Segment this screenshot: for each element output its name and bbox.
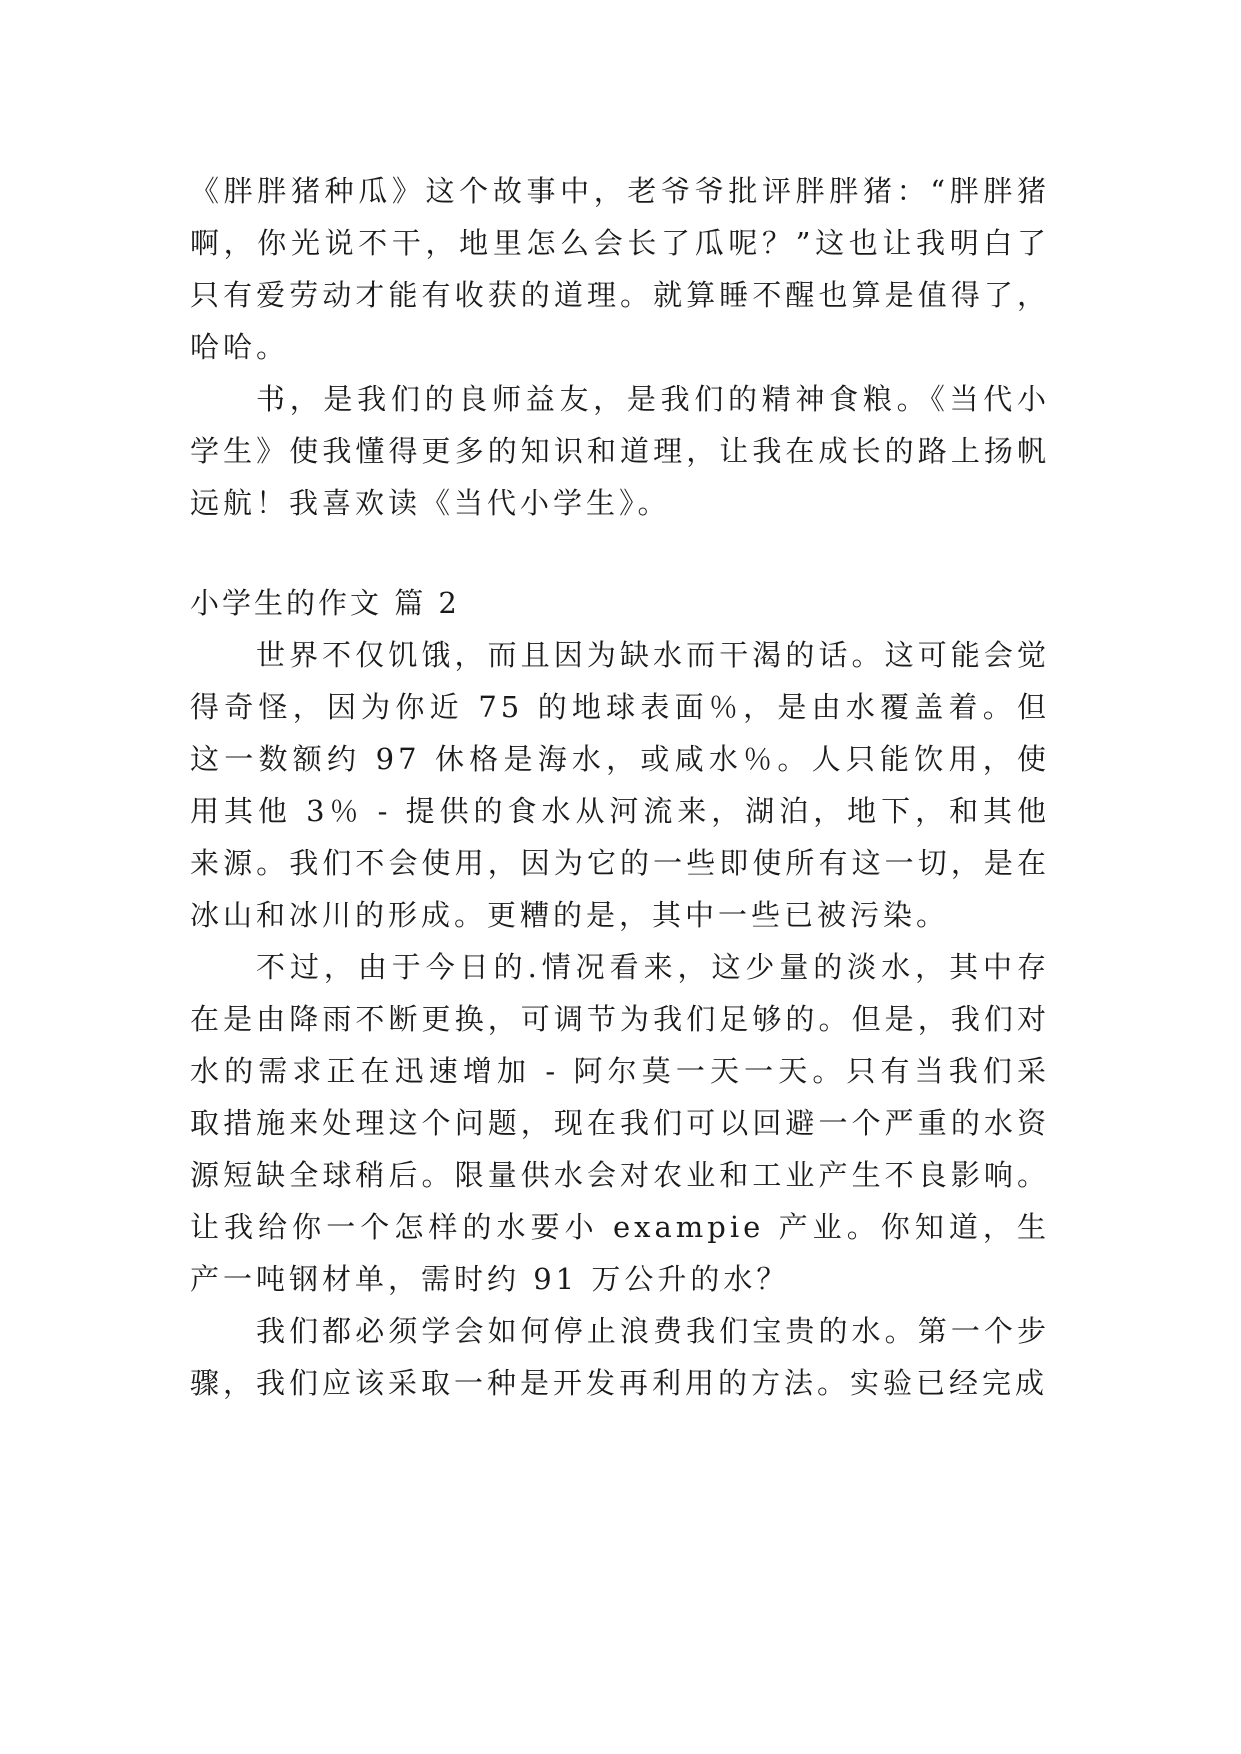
paragraph: 书，是我们的良师益友，是我们的精神食粮。《当代小学生》使我懂得更多的知识和道理，让我在成长的路上扬帆远航！我喜欢读《当代小学生》。	[190, 382, 1050, 520]
paragraph: 我们都必须学会如何停止浪费我们宝贵的水。第一个步骤，我们应该采取一种是开发再利用的方法。实验已经完成	[190, 1314, 1050, 1400]
paragraph: 世界不仅饥饿，而且因为缺水而干渴的话。这可能会觉得奇怪，因为你近 75 的地球表面％，是由水覆盖着。但这一数额约 97 休格是海水，或咸水％。人只能饮用，使用其他 3％ - 提供的食水从河流来，湖泊，地下，和其他来源。我们不会使用，因为它的一些即使所有这一切，是在冰山和冰川的形成。更糟的是，其中一些已被污染。	[190, 638, 1050, 932]
section-heading: 小学生的作文 篇 2	[190, 586, 460, 620]
paragraph: 不过，由于今日的.情况看来，这少量的淡水，其中存在是由降雨不断更换，可调节为我们足够的。但是，我们对水的需求正在迅速增加 - 阿尔莫一天一天。只有当我们采取措施来处理这个问题，现在我们可以回避一个严重的水资源短缺全球稍后。限量供水会对农业和工业产生不良影响。让我给你一个怎样的水要小 exampie 产业。你知道，生产一吨钢材单，需时约 91 万公升的水？	[190, 950, 1050, 1296]
paragraph: 《胖胖猪种瓜》这个故事中，老爷爷批评胖胖猪：“胖胖猪啊，你光说不干，地里怎么会长了瓜呢？”这也让我明白了只有爱劳动才能有收获的道理。就算睡不醒也算是值得了，哈哈。	[190, 174, 1050, 364]
document-body	[190, 165, 1050, 1409]
